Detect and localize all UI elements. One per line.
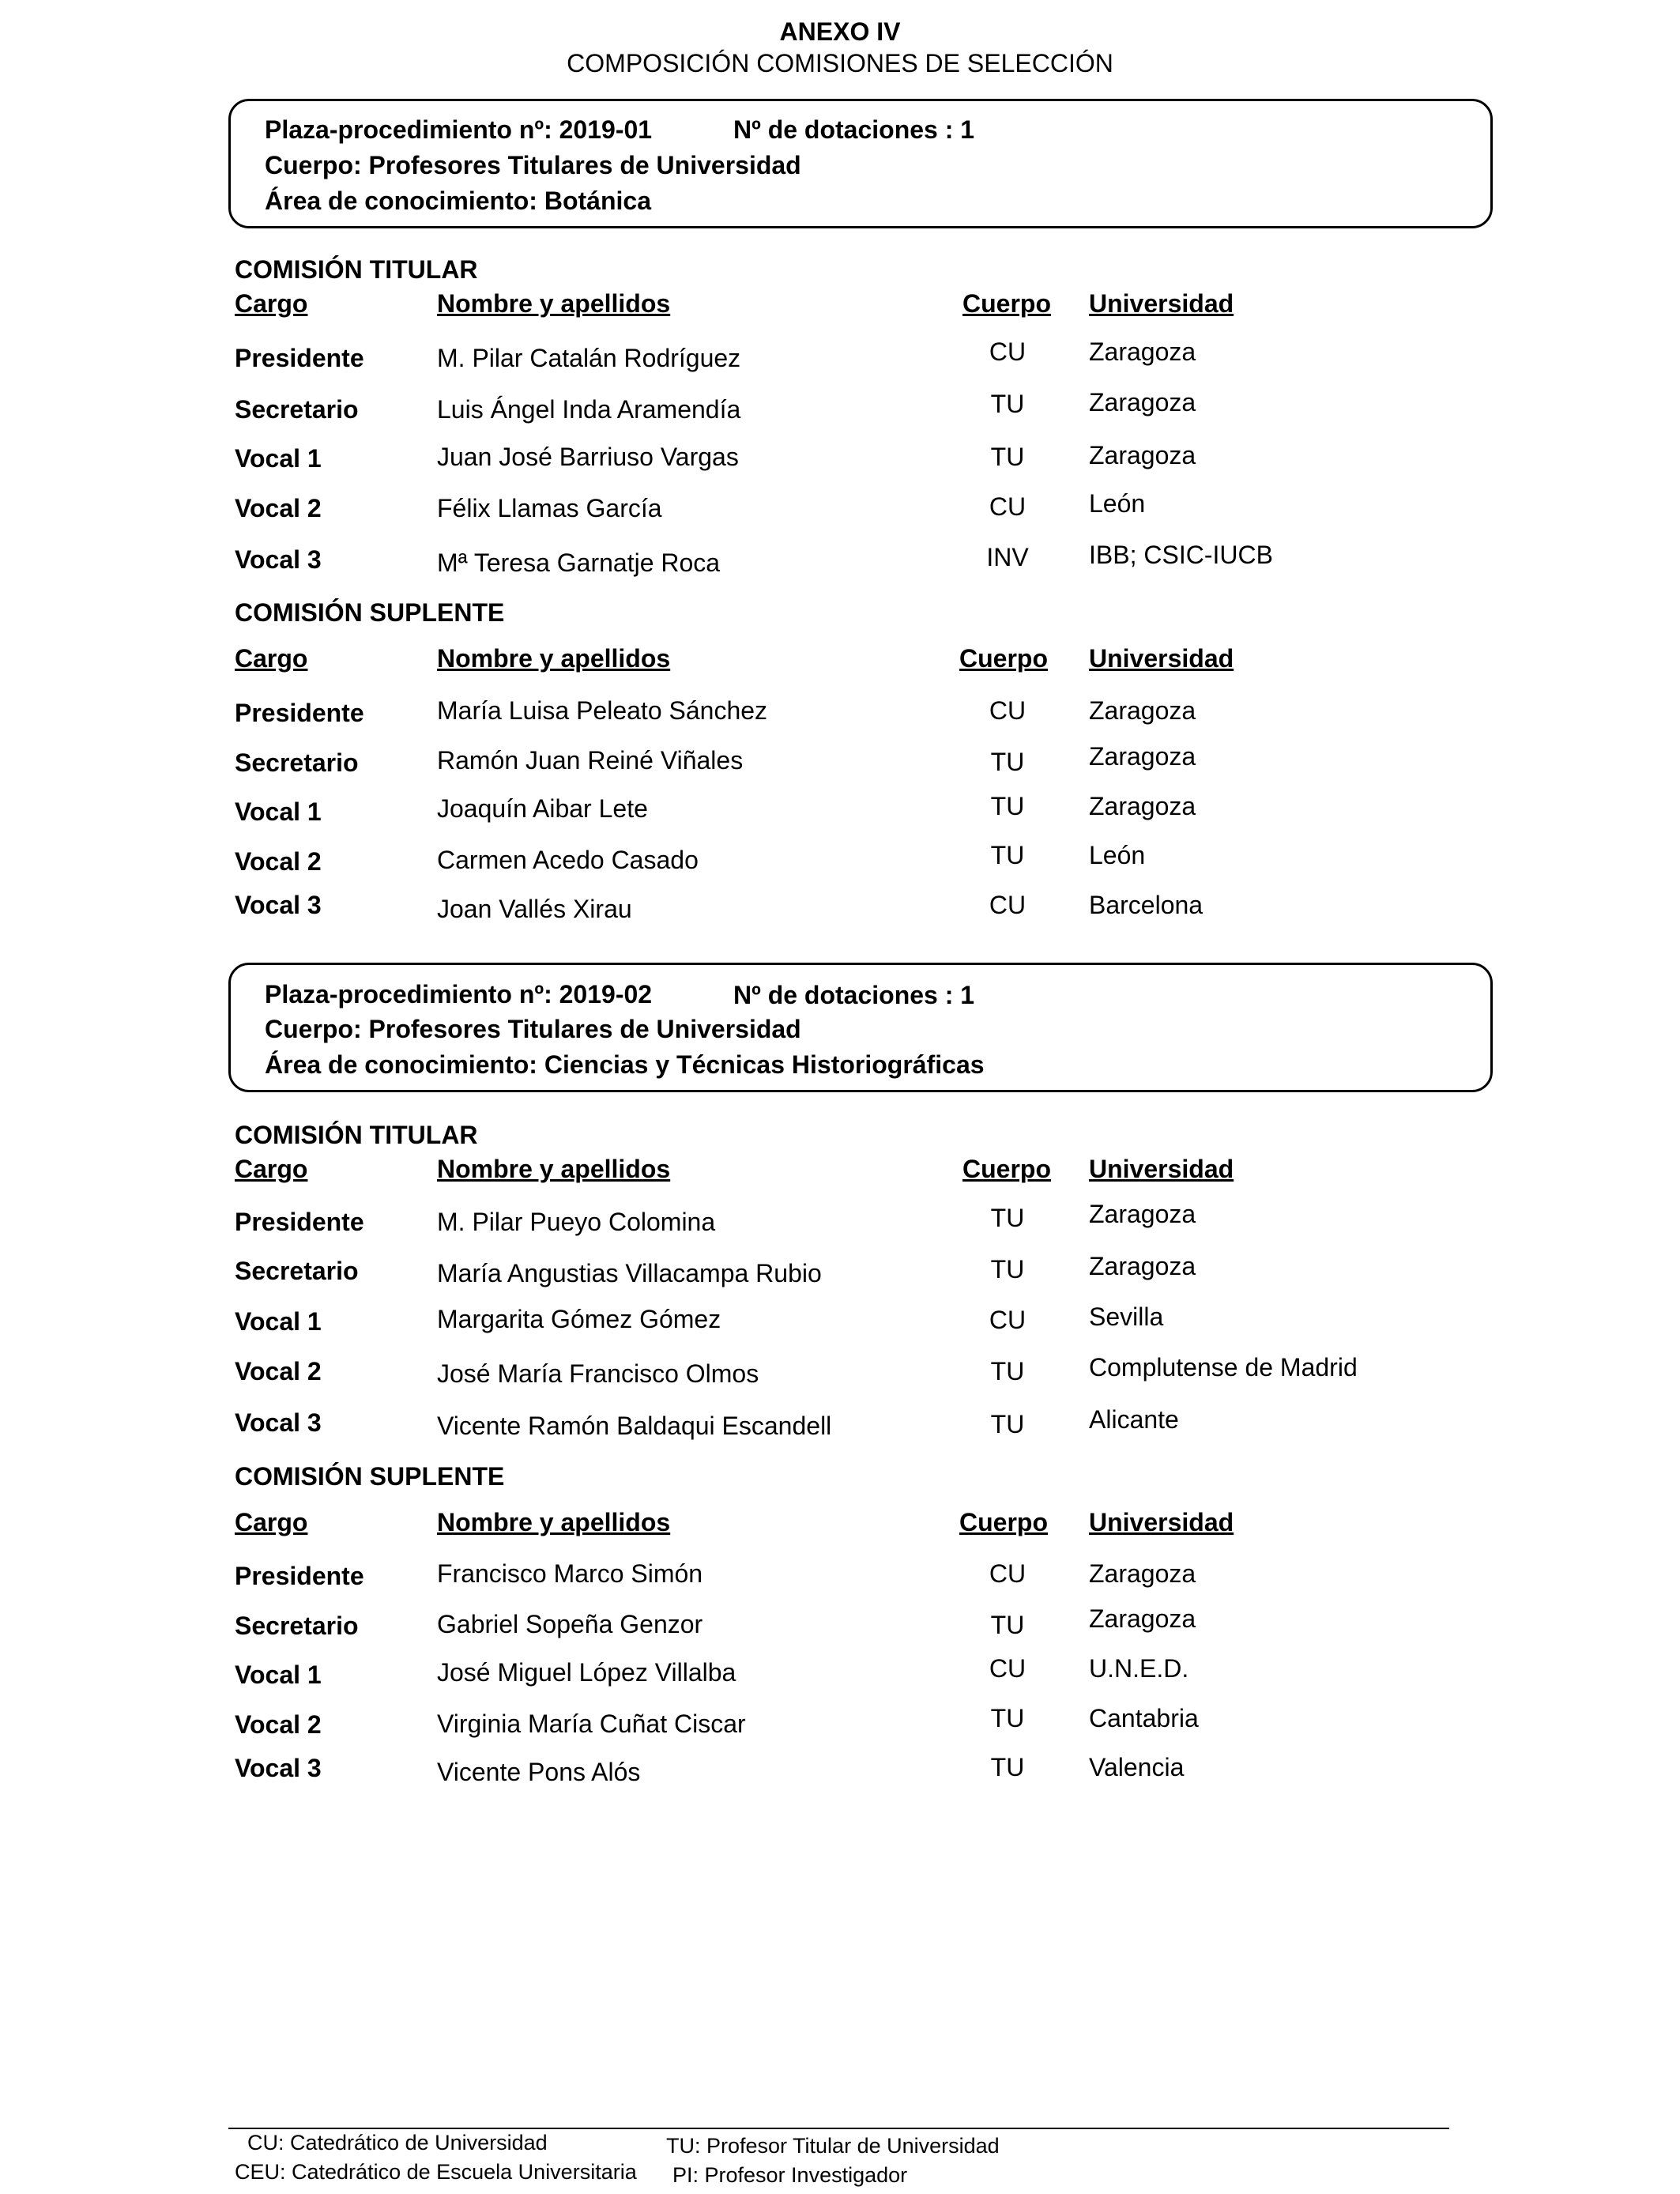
member-nombre: Juan José Barriuso Vargas: [437, 443, 739, 471]
col-cuerpo: Cuerpo: [962, 1155, 1051, 1183]
comision-suplente-2: [0, 1462, 1680, 1826]
member-cuerpo: CU: [989, 1654, 1026, 1683]
member-cuerpo: CU: [989, 891, 1026, 919]
member-cuerpo: CU: [989, 696, 1026, 725]
legend-cu: CU: Catedrático de Universidad: [247, 2131, 548, 2154]
member-nombre: Vicente Ramón Baldaqui Escandell: [437, 1412, 832, 1440]
member-universidad: Zaragoza: [1089, 1559, 1196, 1588]
member-cargo: Secretario: [235, 395, 359, 424]
col-universidad: Universidad: [1089, 1508, 1234, 1536]
member-nombre: Gabriel Sopeña Genzor: [437, 1610, 703, 1638]
member-cuerpo: INV: [986, 543, 1029, 571]
member-cargo: Vocal 3: [235, 1754, 322, 1782]
member-nombre: Luis Ángel Inda Aramendía: [437, 395, 741, 424]
member-nombre: Ramón Juan Reiné Viñales: [437, 746, 744, 775]
member-cargo: Presidente: [235, 699, 364, 727]
member-cargo: Vocal 1: [235, 1307, 322, 1336]
member-nombre: Francisco Marco Simón: [437, 1559, 703, 1588]
member-cargo: Vocal 1: [235, 797, 322, 826]
member-cargo: Vocal 2: [235, 494, 322, 522]
col-cuerpo: Cuerpo: [959, 644, 1048, 673]
member-cuerpo: TU: [990, 390, 1025, 418]
member-universidad: Zaragoza: [1089, 792, 1196, 820]
member-universidad: Zaragoza: [1089, 337, 1196, 366]
member-nombre: Vicente Pons Alós: [437, 1758, 641, 1786]
member-universidad: Zaragoza: [1089, 696, 1196, 725]
member-universidad: Zaragoza: [1089, 1604, 1196, 1633]
member-cargo: Vocal 2: [235, 1710, 322, 1739]
member-cuerpo: CU: [989, 492, 1026, 521]
member-cuerpo: TU: [990, 1753, 1025, 1781]
member-nombre: Félix Llamas García: [437, 494, 662, 522]
member-nombre: Virginia María Cuñat Ciscar: [437, 1710, 746, 1738]
member-universidad: Valencia: [1089, 1753, 1185, 1781]
plaza-area: Área de conocimiento: Ciencias y Técnicas Historiográficas: [265, 1050, 985, 1079]
col-cuerpo: Cuerpo: [962, 289, 1051, 318]
comision-title: COMISIÓN TITULAR: [235, 255, 478, 284]
member-cuerpo: TU: [990, 443, 1025, 471]
member-cargo: Presidente: [235, 1208, 364, 1236]
plaza-procedimiento: Plaza-procedimiento nº: 2019-02: [265, 980, 653, 1008]
plaza-cuerpo: Cuerpo: Profesores Titulares de Universidad: [265, 151, 801, 179]
member-cargo: Vocal 1: [235, 1661, 322, 1689]
member-cargo: Presidente: [235, 1562, 364, 1590]
col-universidad: Universidad: [1089, 644, 1234, 673]
plaza-cuerpo: Cuerpo: Profesores Titulares de Universidad: [265, 1015, 801, 1043]
member-universidad: León: [1089, 489, 1146, 518]
member-cuerpo: CU: [989, 1559, 1026, 1588]
member-nombre: M. Pilar Pueyo Colomina: [437, 1208, 716, 1236]
legend-tu: TU: Profesor Titular de Universidad: [666, 2134, 1000, 2158]
member-cuerpo: CU: [989, 1306, 1026, 1334]
col-nombre: Nombre y apellidos: [437, 644, 671, 673]
col-nombre: Nombre y apellidos: [437, 1155, 671, 1183]
member-cargo: Vocal 3: [235, 1408, 322, 1437]
member-universidad: Alicante: [1089, 1405, 1179, 1434]
member-cargo: Vocal 2: [235, 847, 322, 876]
member-nombre: María Luisa Peleato Sánchez: [437, 696, 768, 725]
member-universidad: León: [1089, 841, 1146, 869]
member-cargo: Vocal 3: [235, 545, 322, 574]
annex-subtitle: COMPOSICIÓN COMISIONES DE SELECCIÓN: [567, 49, 1113, 77]
member-cuerpo: TU: [990, 1410, 1025, 1438]
col-cargo: Cargo: [235, 644, 308, 673]
member-nombre: M. Pilar Catalán Rodríguez: [437, 344, 741, 372]
footer-divider: [228, 2128, 1449, 2129]
member-universidad: U.N.E.D.: [1089, 1654, 1189, 1683]
col-universidad: Universidad: [1089, 1155, 1234, 1183]
member-cuerpo: TU: [990, 841, 1025, 869]
member-cuerpo: TU: [990, 792, 1025, 820]
member-nombre: Joaquín Aibar Lete: [437, 794, 648, 823]
plaza-box-2: [228, 963, 1493, 1092]
comision-title: COMISIÓN TITULAR: [235, 1121, 478, 1149]
member-cargo: Presidente: [235, 344, 364, 372]
member-cargo: Vocal 1: [235, 444, 322, 473]
member-cuerpo: TU: [990, 1704, 1025, 1732]
member-universidad: IBB; CSIC-IUCB: [1089, 541, 1273, 569]
member-cargo: Secretario: [235, 748, 359, 777]
comision-titular-1: [0, 255, 1680, 619]
member-universidad: Zaragoza: [1089, 1252, 1196, 1280]
annex-title: ANEXO IV: [779, 17, 901, 46]
member-universidad: Sevilla: [1089, 1302, 1164, 1331]
plaza-procedimiento: Plaza-procedimiento nº: 2019-01: [265, 115, 653, 144]
member-cargo: Vocal 3: [235, 891, 322, 919]
member-universidad: Barcelona: [1089, 891, 1203, 919]
col-cuerpo: Cuerpo: [959, 1508, 1048, 1536]
legend-ceu: CEU: Catedrático de Escuela Universitaria: [235, 2160, 637, 2184]
comision-titular-2: [0, 1121, 1680, 1484]
member-universidad: Cantabria: [1089, 1704, 1199, 1732]
member-universidad: Zaragoza: [1089, 742, 1196, 771]
member-cuerpo: TU: [990, 748, 1025, 776]
comision-suplente-1: [0, 598, 1680, 962]
member-nombre: Joan Vallés Xirau: [437, 895, 632, 923]
plaza-dotaciones: Nº de dotaciones : 1: [733, 115, 975, 144]
legend-pi: PI: Profesor Investigador: [672, 2163, 908, 2187]
member-nombre: Margarita Gómez Gómez: [437, 1305, 721, 1333]
member-nombre: José Miguel López Villalba: [437, 1658, 736, 1687]
member-universidad: Zaragoza: [1089, 441, 1196, 469]
member-cuerpo: TU: [990, 1204, 1025, 1232]
member-universidad: Zaragoza: [1089, 1200, 1196, 1228]
member-nombre: Carmen Acedo Casado: [437, 846, 699, 874]
col-cargo: Cargo: [235, 289, 308, 318]
member-cuerpo: TU: [990, 1611, 1025, 1639]
plaza-dotaciones: Nº de dotaciones : 1: [733, 981, 975, 1009]
member-cuerpo: CU: [989, 337, 1026, 366]
member-universidad: Complutense de Madrid: [1089, 1353, 1358, 1382]
col-cargo: Cargo: [235, 1508, 308, 1536]
comision-title: COMISIÓN SUPLENTE: [235, 1462, 505, 1491]
member-cargo: Secretario: [235, 1612, 359, 1640]
member-cargo: Secretario: [235, 1257, 359, 1285]
member-nombre: María Angustias Villacampa Rubio: [437, 1259, 822, 1287]
comision-title: COMISIÓN SUPLENTE: [235, 598, 505, 627]
col-nombre: Nombre y apellidos: [437, 289, 671, 318]
col-universidad: Universidad: [1089, 289, 1234, 318]
plaza-box-1: [228, 99, 1493, 228]
plaza-area: Área de conocimiento: Botánica: [265, 187, 651, 215]
member-nombre: Mª Teresa Garnatje Roca: [437, 548, 721, 577]
col-cargo: Cargo: [235, 1155, 308, 1183]
col-nombre: Nombre y apellidos: [437, 1508, 671, 1536]
member-nombre: José María Francisco Olmos: [437, 1359, 759, 1388]
member-cuerpo: TU: [990, 1255, 1025, 1284]
member-universidad: Zaragoza: [1089, 388, 1196, 417]
member-cuerpo: TU: [990, 1357, 1025, 1385]
member-cargo: Vocal 2: [235, 1357, 322, 1385]
